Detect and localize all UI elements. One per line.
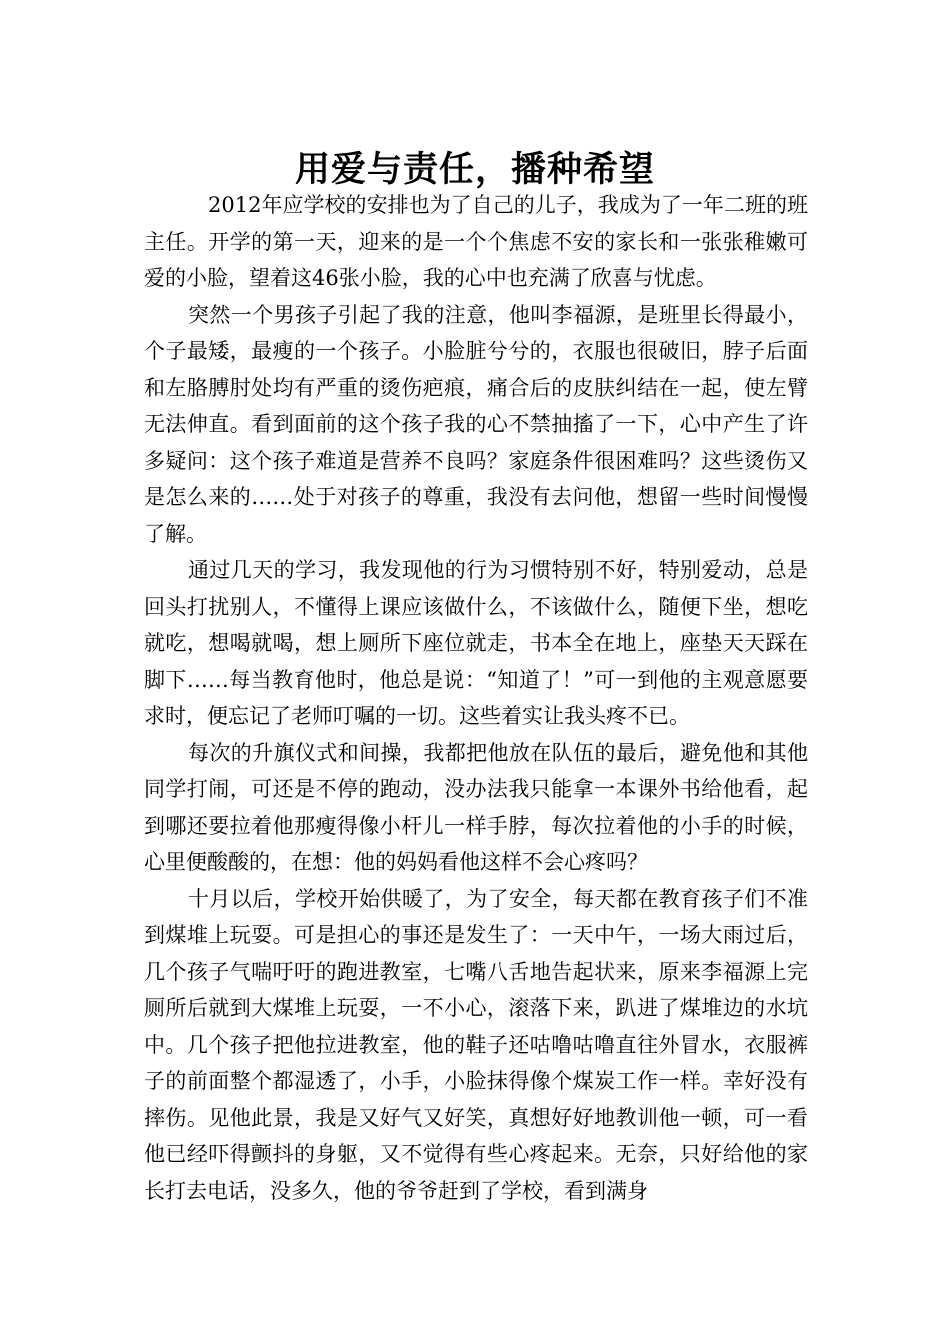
- document-title: 用爱与责任，播种希望: [294, 149, 655, 191]
- paragraph: 通过几天的学习，我发现他的行为习惯特别不好，特别爱动，总是回头打扰别人，不懂得上课应该做什么，不该做什么，随便下坐，想吃就吃，想喝就喝，想上厕所下座位就走，书本全在地上，座垫天天踩在脚下……每当教育他时，他总是说：“知道了！”可一到他的主观意愿要求时，便忘记了老师叮嘱的一切。这些着实让我头疼不已。: [144, 558, 808, 728]
- paragraph: 十月以后，学校开始供暖了，为了安全，每天都在教育孩子们不准到煤堆上玩耍。可是担心的事还是发生了：一天中午，一场大雨过后，几个孩子气喘吁吁的跑进教室，七嘴八舌地告起状来，原来李福源上完厕所后就到大煤堆上玩耍，一不小心，滚落下来，趴进了煤堆边的水坑中。几个孩子把他拉进教室，他的鞋子还咕噜咕噜直往外冒水，衣服裤子的前面整个都湿透了，小手，小脸抹得像个煤炭工作一样。幸好没有摔伤。见他此景，我是又好气又好笑，真想好好地教训他一顿，可一看他已经吓得颤抖的身躯，又不觉得有些心疼起来。无奈，只好给他的家长打去电话，没多久，他的爷爷赶到了学校，看到满身: [144, 886, 808, 1203]
- paragraph: 2012年应学校的安排也为了自己的儿子，我成为了一年二班的班主任。开学的第一天，迎来的是一个个焦虑不安的家长和一张张稚嫩可爱的小脸，望着这46张小脸，我的心中也充满了欣喜与忧虑。: [144, 193, 808, 290]
- paragraph: 每次的升旗仪式和间操，我都把他放在队伍的最后，避免他和其他同学打闹，可还是不停的跑动，没办法我只能拿一本课外书给他看，起到哪还要拉着他那瘦得像小杆儿一样手脖，每次拉着他的小手的时候，心里便酸酸的，在想：他的妈妈看他这样不会心疼吗？: [144, 740, 808, 874]
- document-body: [144, 187, 808, 1209]
- paragraph: 突然一个男孩子引起了我的注意，他叫李福源，是班里长得最小，个子最矮，最瘦的一个孩子。小脸脏兮兮的，衣服也很破旧，脖子后面和左胳膊肘处均有严重的烫伤疤痕，痛合后的皮肤纠结在一起，使左臂无法伸直。看到面前的这个孩子我的心不禁抽搐了一下，心中产生了许多疑问：这个孩子难道是营养不良吗？家庭条件很困难吗？这些烫伤又是怎么来的……处于对孩子的尊重，我没有去问他，想留一些时间慢慢了解。: [144, 302, 808, 546]
